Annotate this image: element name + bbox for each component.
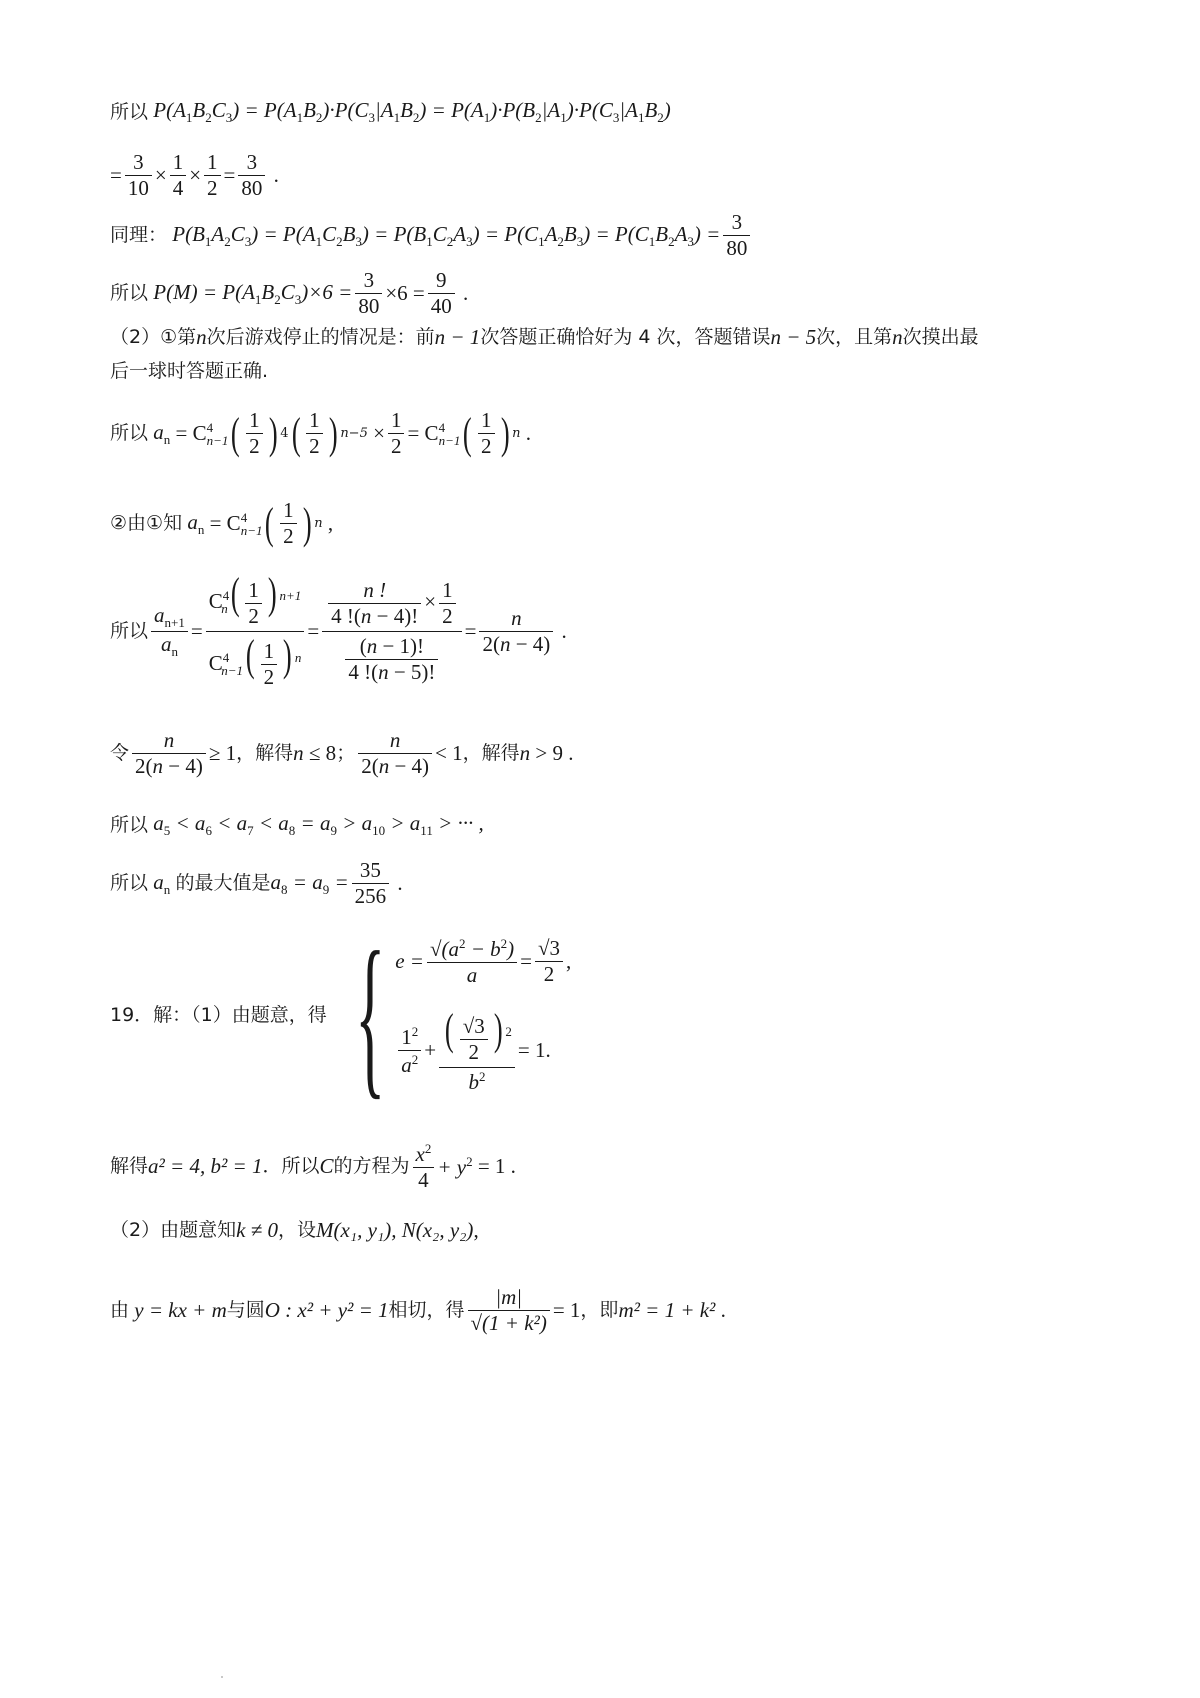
q19-system: 19．解：（1）由题意，得 { e = $\frac{√(a^2 - b^2)}{a}$ = $\frac{√3}{2}$ , $\frac{1^2}{a^2}$ + ( $\frac{√3}{2}$ ) $^2$ $b^2$ = 1.	[110, 915, 572, 1114]
fraction: $\frac{1}{2}$	[204, 150, 221, 201]
step2-line: ②由①知 $a_n$ = C 4 n−1 ( $\frac{1}{2}$ ) n ,	[110, 498, 334, 548]
part2-paragraph: （2）①第 n 次后游戏停止的情况是：前 n − 1 次答题正确恰好为 4 次，答题错误 n − 5 次，且第 n 次摸出最	[110, 325, 979, 349]
ratio-fraction-3: $\frac{n !}{4 !(n - 4)!}$ × $\frac{1}{2}$ $\frac{(n - 1)!}{4 !(n - 5)!}$	[322, 576, 461, 687]
an-formula-line: 所以 $a_n$ = C 4 n−1 ( $\frac{1}{2}$ ) 4 ( $\frac{1}{2}$ ) n−5 × $\frac{1}{2}$ = C 4 n−1 ( $\frac{1}{2}$ ) n .	[110, 408, 532, 458]
ratio-fraction: $\frac{a_{n+1}}{a_n}$	[151, 603, 188, 660]
fraction: $\frac{1}{4}$	[170, 150, 187, 201]
scan-dot	[221, 1676, 223, 1678]
probability-chain-line	[110, 100, 1100, 124]
probability-value-line: = $\frac{3}{10}$ × $\frac{1}{4}$ × $\frac{1}{2}$ = $\frac{3}{80}$ .	[110, 150, 279, 200]
fraction: $\frac{3}{80}$	[355, 268, 382, 319]
ratio-line: 所以 $\frac{a_{n+1}}{a_n}$ = $C^4_n$( $\frac{1}{2}$ ) $^{n+1}$ $C^4_{n-1}$( $\frac{1}{2}$ ) $^n$ = $\frac{n !}{4 !(n - 4)!}$ × $\frac{1}{2}$ $\frac{(n - 1)!}{4 !(n - 5)!}$ = $\frac{n}{2(n - 4)}$ .	[110, 570, 1100, 692]
ordering-line: 所以 $a_5 < a_6 < a_7 < a_8 = a_9 > a_{10} > a_{11}$ > ··· ,	[110, 811, 484, 838]
label-suoyi: 所以	[110, 100, 149, 123]
fraction: $\frac{3}{80}$	[238, 150, 265, 201]
ratio-fraction-2: $C^4_n$( $\frac{1}{2}$ ) $^{n+1}$ $C^4_{n-1}$( $\frac{1}{2}$ ) $^n$	[206, 570, 305, 692]
tangent-line: 由 y = kx + m 与圆 O : x² + y² = 1 相切，得 $\frac{|m|}{\text{√(1 + k²)}}$ = 1 ，即 m² = 1 + k² .	[110, 1285, 726, 1335]
label-tongli: 同理：	[110, 224, 168, 246]
symmetry-line: 同理： $P(B_1A_2C_3) = P(A_1C_2B_3) = P(B_1C_2A_3) = P(C_1A_2B_3) = P(C_1B_2A_3)$ = $\frac{3}{80}$	[110, 210, 1100, 261]
q19-part2-line: （2）由题意知 k ≠ 0 ，设 M(x₁, y₁), N(x₂, y₂) ,	[110, 1218, 479, 1242]
part2-paragraph-cont: 后一球时答题正确.	[110, 360, 269, 382]
ellipse-result-line: 解得 a² = 4, b² = 1 ．所以 C 的方程为 $\frac{x^2}{4}$ + $y^2$ = 1 .	[110, 1141, 516, 1192]
pm-line: 所以 $P(M) = P(A_1B_2C_3)\times 6$ = $\frac{3}{80}$ ×6 = $\frac{9}{40}$ .	[110, 268, 469, 318]
fraction: $\frac{3}{80}$	[723, 210, 750, 261]
inequality-line: 令 $\frac{n}{2(n - 4)}$ ≥ 1 ，解得 n ≤ 8 ； $\frac{n}{2(n - 4)}$ < 1 ，解得 n > 9 .	[110, 728, 574, 778]
fraction: $\frac{9}{40}$	[428, 268, 455, 319]
fraction: $\frac{3}{10}$	[125, 150, 152, 201]
max-line: 所以 $a_n$ 的最大值是 $a_8 = a_9$ = $\frac{35}{256}$ .	[110, 858, 403, 908]
formula-chain: $P(A_1B_2C_3) = P(A_1B_2)\cdot P(C_3|A_1B_2) = P(A_1)\cdot P(B_2|A_1)\cdot P(C_3|A_1B_2)$	[148, 98, 671, 125]
